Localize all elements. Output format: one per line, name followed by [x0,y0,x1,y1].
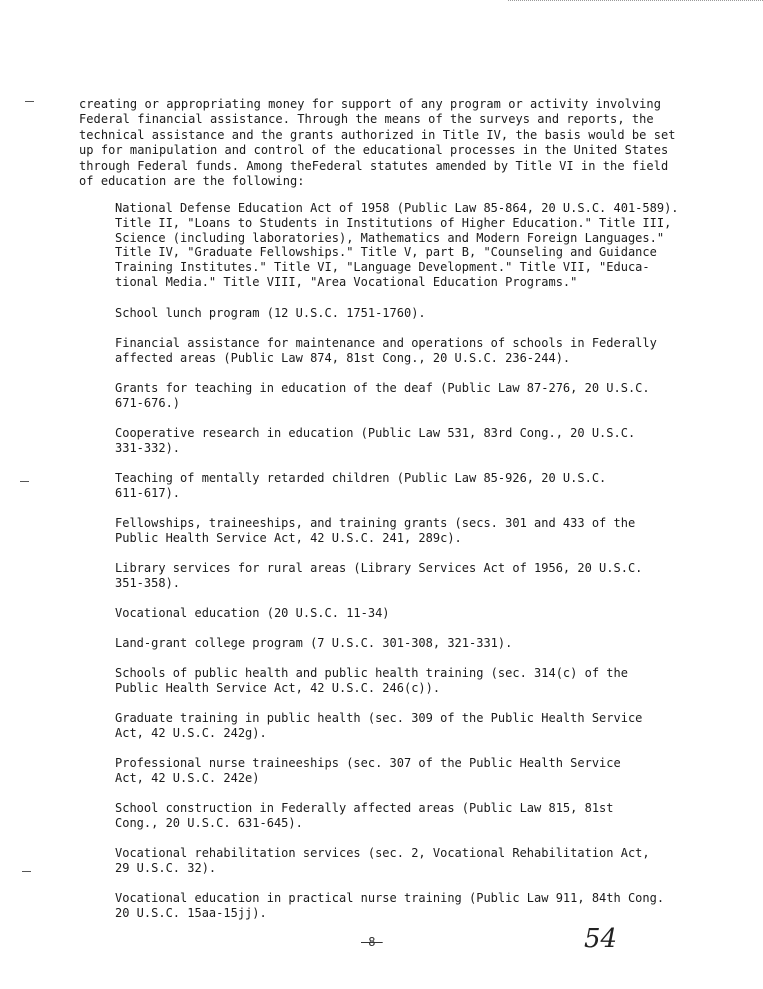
handwritten-page-number: 54 [584,924,618,954]
list-item: Grants for teaching in education of the deaf (Public Law 87-276, 20 U.S.C. 671-676.) [115,380,650,410]
list-item: Land-grant college program (7 U.S.C. 301-308, 321-331). [115,636,513,651]
list-item: National Defense Education Act of 1958 (Public Law 85-864, 20 U.S.C. 401-589). Title II, "Loans to Students in Institutions of Higher Education." Title III, Science (including laboratories), Mathematics and Modern Foreign Languages." Title IV, "Graduate Fellowships." Title V, part B, "Counseling and Guidance Training Institutes." Title VI, "Language Development." Title VII, "Educa- tional Media." Title VIII, "Area Vocational Education Programs." [115,201,679,289]
list-item: Vocational education (20 U.S.C. 11-34) [115,605,390,620]
list-item: Cooperative research in education (Public Law 531, 83rd Cong., 20 U.S.C. 331-332). [115,425,636,455]
page-number: -8- [361,935,383,949]
list-item: Professional nurse traineeships (sec. 307 of the Public Health Service Act, 42 U.S.C. 242e) [115,756,621,786]
top-edge-marks [508,0,763,3]
margin-mark [20,481,29,482]
list-item: Fellowships, traineeships, and training grants (secs. 301 and 433 of the Public Health Service Act, 42 U.S.C. 241, 289c). [115,515,636,545]
list-item: Vocational rehabilitation services (sec. 2, Vocational Rehabilitation Act, 29 U.S.C. 32). [115,846,650,875]
list-item: Schools of public health and public health training (sec. 314(c) of the Public Health Service Act, 42 U.S.C. 246(c)). [115,666,628,696]
statute-list [115,201,715,936]
list-item: School lunch program (12 U.S.C. 1751-1760). [115,305,426,320]
list-item: Graduate training in public health (sec. 309 of the Public Health Service Act, 42 U.S.C. 242g). [115,711,643,741]
intro-paragraph: creating or appropriating money for support of any program or activity involving Federal financial assistance. Through the means of the surveys and reports, the technical assistance and the grants authorized in Title IV, the basis would be set up for manipulation and control of the educational processes in the United States through Federal funds. Among theFederal statutes amended by Title VI in the field of education are the following: [79,97,676,189]
list-item: Library services for rural areas (Library Services Act of 1956, 20 U.S.C. 351-358). [115,560,643,590]
list-item: Vocational education in practical nurse training (Public Law 911, 84th Cong. 20 U.S.C. 15aa-15jj). [115,891,665,920]
list-item: School construction in Federally affected areas (Public Law 815, 81st Cong., 20 U.S.C. 631-645). [115,801,614,830]
list-item: Financial assistance for maintenance and operations of schools in Federally affected areas (Public Law 874, 81st Cong., 20 U.S.C. 236-244). [115,335,657,365]
list-item: Teaching of mentally retarded children (Public Law 85-926, 20 U.S.C. 611-617). [115,470,607,500]
margin-mark [25,101,34,102]
margin-mark [22,871,31,872]
